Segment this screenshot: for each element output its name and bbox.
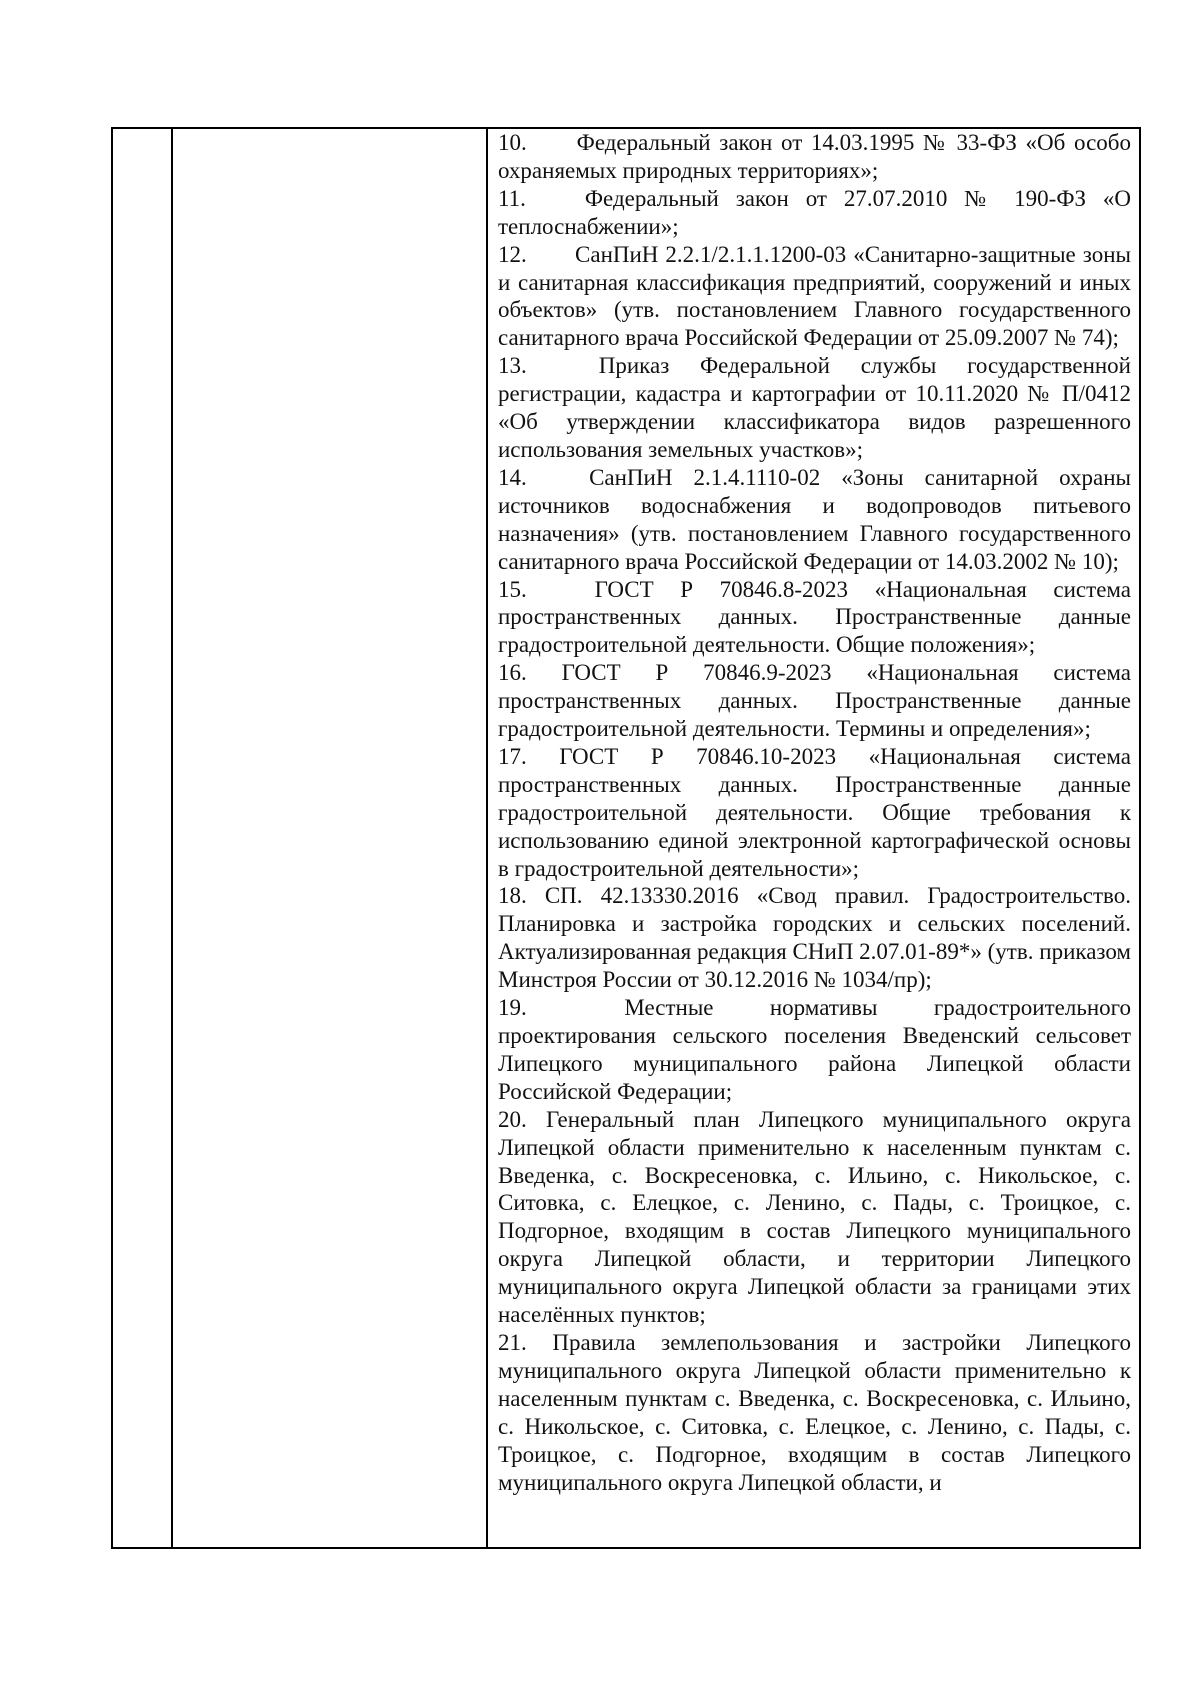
list-item-number: 15. [498, 576, 527, 602]
list-item-number: 21. [498, 1329, 527, 1355]
list-item-number: 16. [498, 660, 527, 686]
table-column-name [173, 129, 488, 1547]
list-item-number: 20. [498, 1106, 527, 1132]
list-item [498, 185, 1131, 241]
list-item-text: Местные нормативы градостроительного проектирования сельского поселения Введенский сельсовет Липецкого муниципального района Липецкой области Российской Федерации; [498, 995, 1131, 1104]
list-item-number: 10. [498, 130, 527, 155]
list-item [498, 1106, 1131, 1329]
list-item-text: ГОСТ Р 70846.9-2023 «Национальная система пространственных данных. Пространственные данные градостроительной деятельности. Термины и определения»; [498, 660, 1132, 742]
list-item-text: Приказ Федеральной службы государственной регистрации, кадастра и картографии от 10.11.2020 № П/0412 «Об утверждении классификатора видов разрешенного использования земельных участков»; [498, 353, 1131, 462]
list-item [498, 241, 1131, 353]
table-column-content [488, 129, 1139, 1547]
list-item-number: 14. [498, 464, 527, 490]
list-item-text: Генеральный план Липецкого муниципального округа Липецкой области применительно к населенным пунктам с. Введенка, с. Воскресеновка, с. Ильино, с. Никольское, с. Ситовка, с. Елецкое, с. Ленино, с. Пады, с. Троицкое, с. Подгорное, входящим в состав Липецкого муниципального округа Липецкой области, и территории Липецкого муниципального округа Липецкой области за границами этих населённых пунктов; [498, 1106, 1132, 1328]
list-item-text: СанПиН 2.2.1/2.1.1.1200-03 «Санитарно-защитные зоны и санитарная классификация предприятий, сооружений и иных объектов» (утв. постановлением Главного государственного санитарного врача Российской Федерации от 25.09.2007 № 74); [498, 241, 1131, 351]
list-item-number: 11. [498, 185, 526, 211]
list-item-number: 19. [498, 995, 527, 1021]
list-item-number: 13. [498, 353, 527, 379]
list-item [498, 1329, 1131, 1496]
list-item-text: Правила землепользования и застройки Липецкого муниципального округа Липецкой области применительно к населенным пунктам с. Введенка, с. Воскресеновка, с. Ильино, с. Никольское, с. Ситовка, с. Елецкое, с. Ленино, с. Пады, с. Троицкое, с. Подгорное, входящим в состав Липецкого муниципального округа Липецкой области, и [498, 1329, 1131, 1495]
list-item-number: 12. [498, 241, 527, 267]
document-table [111, 127, 1141, 1549]
list-item [498, 659, 1131, 743]
list-item [498, 576, 1131, 660]
list-item [498, 352, 1131, 464]
table-column-number [113, 129, 173, 1547]
list-item-number: 18. [498, 883, 527, 909]
list-item-text: СанПиН 2.1.4.1110-02 «Зоны санитарной охраны источников водоснабжения и водопроводов питьевого назначения» (утв. постановлением Главного государственного санитарного врача Российской Федерации от 14.03.2002 № 10); [498, 464, 1132, 574]
list-item-text: ГОСТ Р 70846.8-2023 «Национальная система пространственных данных. Пространственные данные градостроительной деятельности. Общие положения»; [498, 576, 1132, 658]
list-item-number: 17. [498, 743, 527, 769]
list-item [498, 882, 1131, 994]
list-item-text: Федеральный закон от 14.03.1995 № 33-ФЗ «Об особо охраняемых природных территориях»; [498, 130, 1131, 183]
list-item [498, 129, 1131, 185]
list-item [498, 994, 1131, 1106]
list-item-text: СП. 42.13330.2016 «Свод правил. Градостроительство. Планировка и застройка городских и сельских поселений. Актуализированная редакция СНиП 2.07.01-89*» (утв. приказом Минстроя России от 30.12.2016 № 1034/пр); [498, 883, 1131, 993]
list-item-text: ГОСТ Р 70846.10-2023 «Национальная система пространственных данных. Пространственные данные градостроительной деятельности. Общие требования к использованию единой электронной картографической основы в градостроительной деятельности»; [498, 743, 1131, 881]
list-item [498, 464, 1131, 576]
list-item [498, 743, 1131, 883]
list-item-text: Федеральный закон от 27.07.2010 № 190-ФЗ «О теплоснабжении»; [498, 185, 1132, 239]
